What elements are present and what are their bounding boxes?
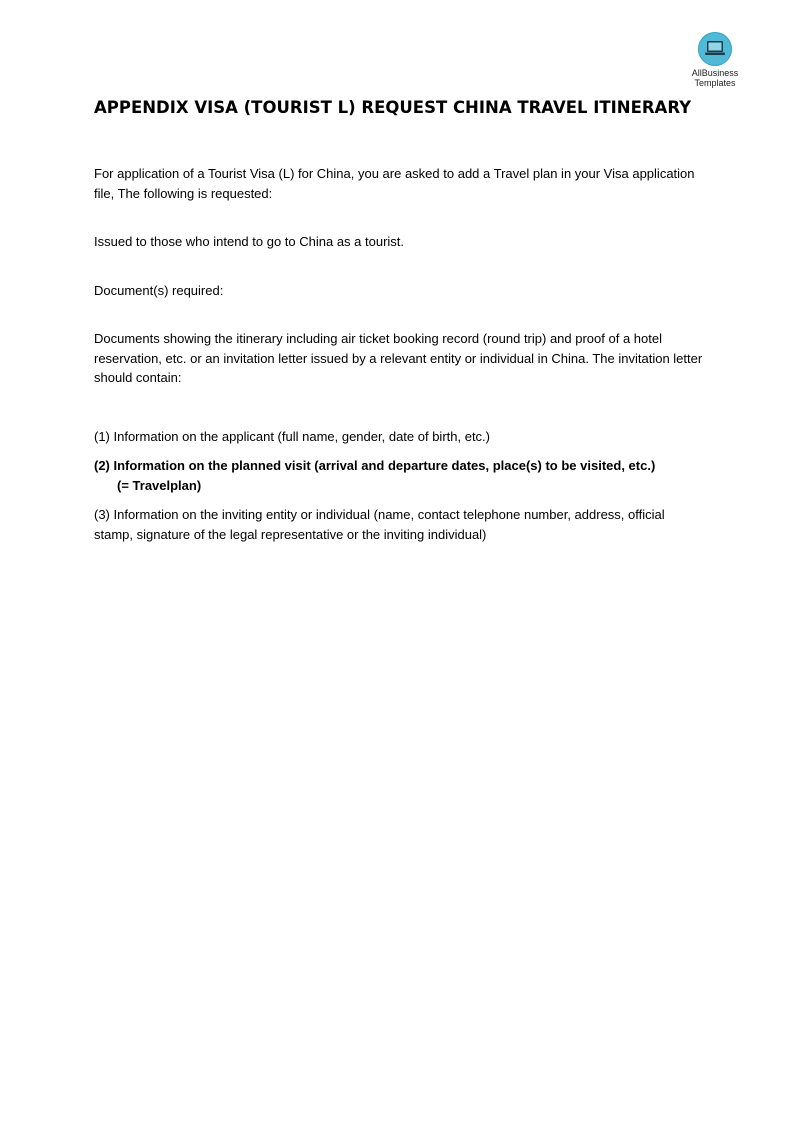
laptop-icon [698, 32, 732, 66]
document-body [94, 96, 704, 554]
list-item-inviting-entity: (3) Information on the inviting entity or individual (name, contact telephone number, address, official stamp, signature of the legal representative or the inviting individual) [94, 507, 665, 542]
intro-paragraph: For application of a Tourist Visa (L) for China, you are asked to add a Travel plan in your Visa application file, The following is requested: [94, 166, 695, 201]
list-item-applicant: (1) Information on the applicant (full name, gender, date of birth, etc.) [94, 428, 490, 444]
logo-text [682, 68, 748, 88]
documents-required-label: Document(s) required: [94, 282, 224, 298]
document-title: APPENDIX VISA (TOURIST L) REQUEST CHINA TRAVEL ITINERARY [94, 98, 692, 117]
logo-line-2: Templates [694, 78, 736, 88]
logo-line-1: AllBusiness [691, 68, 739, 78]
planned-visit-text: (2) Information on the planned visit (arrival and departure dates, place(s) to be visited, etc.) [94, 458, 656, 473]
documents-description: Documents showing the itinerary including air ticket booking record (round trip) and proof of a hotel reservation, etc. or an invitation letter issued by a relevant entity or individual in China. The invitation letter should contain: [94, 331, 703, 385]
travelplan-note: (= Travelplan) [117, 477, 202, 493]
list-item-planned-visit [94, 456, 704, 495]
issued-paragraph: Issued to those who intend to go to China as a tourist. [94, 234, 405, 249]
brand-logo [682, 32, 748, 88]
